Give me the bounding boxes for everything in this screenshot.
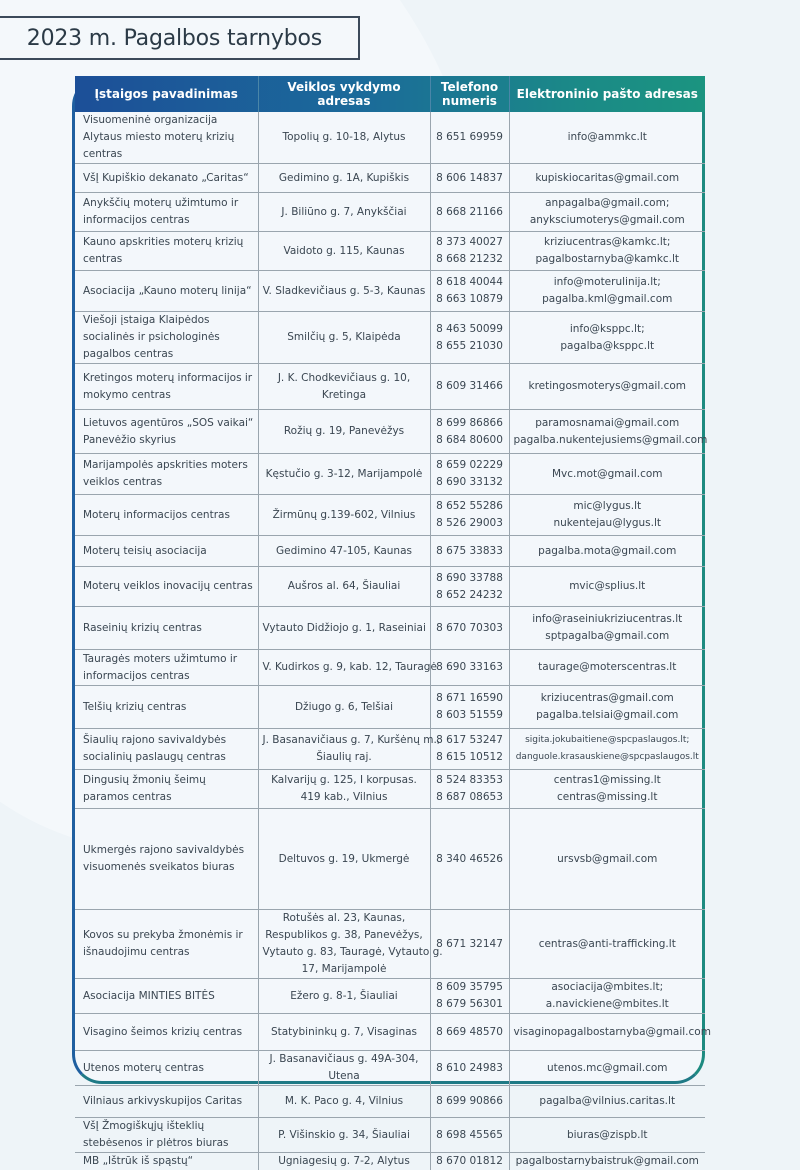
phone-number[interactable]: 8 698 45565 [433,1127,507,1144]
address-line: Žirmūnų g.139-602, Vilnius [263,507,426,524]
address-cell [258,910,430,979]
address-line: Gedimino g. 1A, Kupiškis [263,170,426,187]
email-link[interactable]: info@moterulinija.lt; [514,274,702,291]
email-link[interactable]: ursvsb@gmail.com [514,851,702,868]
email-cell [509,271,705,312]
address-cell [258,1153,430,1170]
email-link[interactable]: pagalba.telsiai@gmail.com [514,707,702,724]
address-line: Deltuvos g. 19, Ukmergė [263,851,426,868]
institution-name-cell [75,770,258,809]
email-link[interactable]: nukentejau@lygus.lt [514,515,702,532]
page-title-text: 2023 m. Pagalbos tarnybos [27,26,322,51]
table-row [75,607,705,650]
email-link[interactable]: centras@anti-trafficking.lt [514,936,702,953]
address-line: Rožių g. 19, Panevėžys [263,423,426,440]
phone-number[interactable]: 8 668 21166 [433,204,507,221]
email-link[interactable]: pagalbostarnybaistruk@gmail.com [514,1153,702,1170]
email-cell [509,1051,705,1086]
email-cell [509,729,705,770]
phone-number[interactable]: 8 668 21232 [433,251,507,268]
phone-number[interactable]: 8 675 33833 [433,543,507,560]
phone-number[interactable]: 8 671 16590 [433,690,507,707]
address-cell [258,495,430,536]
email-link[interactable]: pagalbostarnyba@kamkc.lt [514,251,702,268]
address-line: M. K. Paco g. 4, Vilnius [263,1093,426,1110]
phone-number[interactable]: 8 606 14837 [433,170,507,187]
phone-cell [430,495,509,536]
email-cell [509,410,705,454]
address-line: V. Sladkevičiaus g. 5-3, Kaunas [263,283,426,300]
email-link[interactable]: info@ksppc.lt; [514,321,702,338]
address-cell [258,770,430,809]
header-institution-name: Įstaigos pavadinimas [75,76,258,112]
phone-number[interactable]: 8 670 70303 [433,620,507,637]
institution-name-cell [75,312,258,364]
institution-name: Utenos moterų centras [83,1060,254,1077]
institution-name-cell [75,364,258,410]
institution-name: Viešoji įstaiga Klaipėdos socialinės ir psichologinės pagalbos centras [83,312,254,363]
email-cell [509,1153,705,1170]
email-link[interactable]: danguole.krasauskiene@spcpaslaugos.lt [514,749,702,766]
address-cell [258,607,430,650]
institution-name: Moterų veiklos inovacijų centras [83,578,254,595]
institution-name-cell [75,536,258,567]
phone-cell [430,650,509,686]
address-line: Vaidoto g. 115, Kaunas [263,243,426,260]
address-cell [258,1014,430,1051]
email-link[interactable]: taurage@moterscentras.lt [514,659,702,676]
phone-cell [430,164,509,193]
phone-number[interactable]: 8 651 69959 [433,129,507,146]
address-cell [258,232,430,271]
address-line: V. Kudirkos g. 9, kab. 12, Tauragė [263,659,426,676]
email-cell [509,495,705,536]
phone-cell [430,979,509,1014]
email-link[interactable]: pagalba@ksppc.lt [514,338,702,355]
email-cell [509,770,705,809]
email-link[interactable]: sigita.jokubaitiene@spcpaslaugos.lt; [514,732,702,749]
phone-number[interactable]: 8 603 51559 [433,707,507,724]
phone-number[interactable]: 8 679 56301 [433,996,507,1013]
table-row [75,567,705,607]
address-cell [258,112,430,164]
phone-number[interactable]: 8 617 53247 [433,732,507,749]
table-row [75,1086,705,1118]
institution-name-cell [75,164,258,193]
email-link[interactable]: pagalba.mota@gmail.com [514,543,702,560]
phone-number[interactable]: 8 684 80600 [433,432,507,449]
table-row [75,112,705,164]
phone-number[interactable]: 8 463 50099 [433,321,507,338]
institution-name-cell [75,809,258,910]
phone-number[interactable]: 8 652 24232 [433,587,507,604]
phone-number[interactable]: 8 524 83353 [433,772,507,789]
institution-name: Moterų teisių asociacija [83,543,254,560]
table-header-row [75,76,705,112]
address-cell [258,164,430,193]
address-cell [258,364,430,410]
table-body [75,112,705,1170]
phone-number[interactable]: 8 690 33132 [433,474,507,491]
institution-name-cell [75,567,258,607]
email-link[interactable]: sptpagalba@gmail.com [514,628,702,645]
email-cell [509,364,705,410]
page-title [0,16,360,60]
email-cell [509,607,705,650]
institution-name: Telšių krizių centras [83,699,254,716]
address-line: Aušros al. 64, Šiauliai [263,578,426,595]
institution-name-cell [75,410,258,454]
institution-name-cell [75,495,258,536]
phone-cell [430,112,509,164]
institution-name-cell [75,1051,258,1086]
address-line: Statybininkų g. 7, Visaginas [263,1024,426,1041]
phone-number[interactable]: 8 655 21030 [433,338,507,355]
institution-name-cell [75,1086,258,1118]
institution-name: Raseinių krizių centras [83,620,254,637]
phone-cell [430,1014,509,1051]
phone-number[interactable]: 8 699 86866 [433,415,507,432]
email-link[interactable]: kriziucentras@kamkc.lt; [514,234,702,251]
email-cell [509,193,705,232]
email-link[interactable]: asociacija@mbites.lt; [514,979,702,996]
email-link[interactable]: pagalba.kml@gmail.com [514,291,702,308]
phone-number[interactable]: 8 340 46526 [433,851,507,868]
phone-cell [430,1086,509,1118]
address-line: Respublikos g. 38, Panevėžys, [263,927,426,944]
phone-number[interactable]: 8 609 35795 [433,979,507,996]
institution-name: Asociacija MINTIES BITĖS [83,988,254,1005]
table-row [75,364,705,410]
table-row [75,1153,705,1170]
table-row [75,1014,705,1051]
address-cell [258,312,430,364]
table-row [75,410,705,454]
email-link[interactable]: centras1@missing.lt [514,772,702,789]
email-link[interactable]: kriziucentras@gmail.com [514,690,702,707]
table-row [75,809,705,910]
phone-cell [430,1153,509,1170]
services-table-container [72,76,705,1084]
address-line: J. Basanavičiaus g. 49A-304, [263,1051,426,1068]
table-row [75,193,705,232]
address-cell [258,1051,430,1086]
phone-cell [430,729,509,770]
address-line: Šiaulių raj. [263,749,426,766]
address-line: 17, Marijampolė [263,961,426,978]
institution-name: Ukmergės rajono savivaldybės visuomenės sveikatos biuras [83,842,254,876]
phone-number[interactable]: 8 526 29003 [433,515,507,532]
address-line: Ugniagesių g. 7-2, Alytus [263,1153,426,1170]
email-link[interactable]: info@raseiniukriziucentras.lt [514,611,702,628]
address-line: Vytauto Didžiojo g. 1, Raseiniai [263,620,426,637]
email-cell [509,112,705,164]
phone-cell [430,770,509,809]
institution-name-cell [75,607,258,650]
email-cell [509,312,705,364]
table-row [75,729,705,770]
address-cell [258,979,430,1014]
institution-name: Kretingos moterų informacijos ir mokymo centras [83,370,254,404]
institution-name: Lietuvos agentūros „SOS vaikai“ Panevėžio skyrius [83,415,254,449]
email-cell [509,567,705,607]
email-link[interactable]: mic@lygus.lt [514,498,702,515]
address-line: Vytauto g. 83, Tauragė, Vytauto g. [263,944,426,961]
institution-name-cell [75,686,258,729]
email-link[interactable]: pagalba.nukentejusiems@gmail.com [514,432,702,449]
institution-name: MB „Ištrūk iš spąstų“ [83,1153,254,1170]
address-line: 419 kab., Vilnius [263,789,426,806]
phone-cell [430,536,509,567]
phone-cell [430,312,509,364]
phone-number[interactable]: 8 690 33163 [433,659,507,676]
address-cell [258,729,430,770]
email-link[interactable]: pagalba@vilnius.caritas.lt [514,1093,702,1110]
phone-number[interactable]: 8 687 08653 [433,789,507,806]
institution-name-cell [75,1153,258,1170]
phone-number[interactable]: 8 615 10512 [433,749,507,766]
institution-name: Kauno apskrities moterų krizių centras [83,234,254,268]
address-line: Ežero g. 8-1, Šiauliai [263,988,426,1005]
table-row [75,271,705,312]
institution-name: Asociacija „Kauno moterų linija“ [83,283,254,300]
phone-cell [430,567,509,607]
address-line: Topolių g. 10-18, Alytus [263,129,426,146]
address-cell [258,536,430,567]
email-cell [509,1086,705,1118]
address-line: Kęstučio g. 3-12, Marijampolė [263,466,426,483]
phone-cell [430,1051,509,1086]
institution-name-cell [75,650,258,686]
services-table [75,76,705,1170]
address-cell [258,454,430,495]
institution-name: Kovos su prekyba žmonėmis ir išnaudojimu centras [83,927,254,961]
email-link[interactable]: paramosnamai@gmail.com [514,415,702,432]
address-cell [258,686,430,729]
email-link[interactable]: kretingosmoterys@gmail.com [514,378,702,395]
header-address: Veiklos vykdymo adresas [258,76,430,112]
institution-name-cell [75,112,258,164]
address-line: Kretinga [263,387,426,404]
phone-number[interactable]: 8 669 48570 [433,1024,507,1041]
phone-number[interactable]: 8 373 40027 [433,234,507,251]
table-row [75,979,705,1014]
institution-name: Dingusių žmonių šeimų paramos centras [83,772,254,806]
phone-cell [430,193,509,232]
address-line: P. Višinskio g. 34, Šiauliai [263,1127,426,1144]
institution-name: Visagino šeimos krizių centras [83,1024,254,1041]
email-cell [509,1014,705,1051]
phone-number[interactable]: 8 670 01812 [433,1153,507,1170]
address-line: Kalvarijų g. 125, I korpusas. [263,772,426,789]
phone-cell [430,686,509,729]
email-link[interactable]: anpagalba@gmail.com; [514,195,702,212]
email-cell [509,910,705,979]
email-cell [509,536,705,567]
address-cell [258,650,430,686]
table-row [75,536,705,567]
address-line: J. K. Chodkevičiaus g. 10, [263,370,426,387]
institution-name-cell [75,232,258,271]
address-line: Smilčių g. 5, Klaipėda [263,329,426,346]
institution-name: VšĮ Žmogiškųjų išteklių stebėsenos ir plėtros biuras [83,1118,254,1152]
table-row [75,1118,705,1153]
email-cell [509,809,705,910]
institution-name: Vilniaus arkivyskupijos Caritas [83,1093,254,1110]
address-line: Džiugo g. 6, Telšiai [263,699,426,716]
phone-number[interactable]: 8 690 33788 [433,570,507,587]
institution-name: Visuomeninė organizacija Alytaus miesto moterų krizių centras [83,112,254,163]
phone-number[interactable]: 8 652 55286 [433,498,507,515]
table-row [75,686,705,729]
institution-name-cell [75,1014,258,1051]
table-row [75,495,705,536]
address-line: J. Biliūno g. 7, Anykščiai [263,204,426,221]
table-row [75,650,705,686]
address-line: J. Basanavičiaus g. 7, Kuršėnų m., [263,732,426,749]
address-line: Rotušės al. 23, Kaunas, [263,910,426,927]
address-cell [258,193,430,232]
phone-cell [430,454,509,495]
institution-name: Anykščių moterų užimtumo ir informacijos centras [83,195,254,229]
email-cell [509,979,705,1014]
phone-cell [430,910,509,979]
institution-name-cell [75,271,258,312]
address-cell [258,567,430,607]
phone-cell [430,232,509,271]
institution-name: VšĮ Kupiškio dekanato „Caritas“ [83,170,254,187]
institution-name-cell [75,1118,258,1153]
phone-number[interactable]: 8 609 31466 [433,378,507,395]
institution-name: Moterų informacijos centras [83,507,254,524]
phone-number[interactable]: 8 659 02229 [433,457,507,474]
email-cell [509,454,705,495]
phone-cell [430,364,509,410]
phone-number[interactable]: 8 618 40044 [433,274,507,291]
phone-cell [430,607,509,650]
phone-number[interactable]: 8 663 10879 [433,291,507,308]
address-cell [258,271,430,312]
email-link[interactable]: biuras@zispb.lt [514,1127,702,1144]
phone-cell [430,271,509,312]
email-cell [509,232,705,271]
email-link[interactable]: centras@missing.lt [514,789,702,806]
table-row [75,770,705,809]
phone-number[interactable]: 8 671 32147 [433,936,507,953]
institution-name: Šiaulių rajono savivaldybės socialinių paslaugų centras [83,732,254,766]
address-cell [258,809,430,910]
table-row [75,232,705,271]
address-line: Gedimino 47-105, Kaunas [263,543,426,560]
email-link[interactable]: visaginopagalbostarnyba@gmail.com [514,1024,702,1041]
phone-cell [430,410,509,454]
institution-name-cell [75,193,258,232]
institution-name-cell [75,979,258,1014]
institution-name: Tauragės moters užimtumo ir informacijos centras [83,651,254,685]
email-cell [509,1118,705,1153]
header-email: Elektroninio pašto adresas [509,76,705,112]
phone-cell [430,1118,509,1153]
email-link[interactable]: mvic@splius.lt [514,578,702,595]
email-link[interactable]: kupiskiocaritas@gmail.com [514,170,702,187]
email-cell [509,650,705,686]
email-link[interactable]: a.navickiene@mbites.lt [514,996,702,1013]
phone-cell [430,809,509,910]
header-phone: Telefono numeris [430,76,509,112]
email-link[interactable]: anyksciumoterys@gmail.com [514,212,702,229]
institution-name-cell [75,729,258,770]
address-line: Utena [263,1068,426,1085]
institution-name-cell [75,910,258,979]
email-link[interactable]: info@ammkc.lt [514,129,702,146]
email-link[interactable]: Mvc.mot@gmail.com [514,466,702,483]
table-row [75,312,705,364]
phone-number[interactable]: 8 610 24983 [433,1060,507,1077]
phone-number[interactable]: 8 699 90866 [433,1093,507,1110]
table-row [75,164,705,193]
table-row [75,454,705,495]
address-cell [258,1118,430,1153]
email-link[interactable]: utenos.mc@gmail.com [514,1060,702,1077]
email-cell [509,686,705,729]
table-row [75,910,705,979]
address-cell [258,410,430,454]
table-row [75,1051,705,1086]
email-cell [509,164,705,193]
address-cell [258,1086,430,1118]
institution-name-cell [75,454,258,495]
institution-name: Marijampolės apskrities moters veiklos centras [83,457,254,491]
